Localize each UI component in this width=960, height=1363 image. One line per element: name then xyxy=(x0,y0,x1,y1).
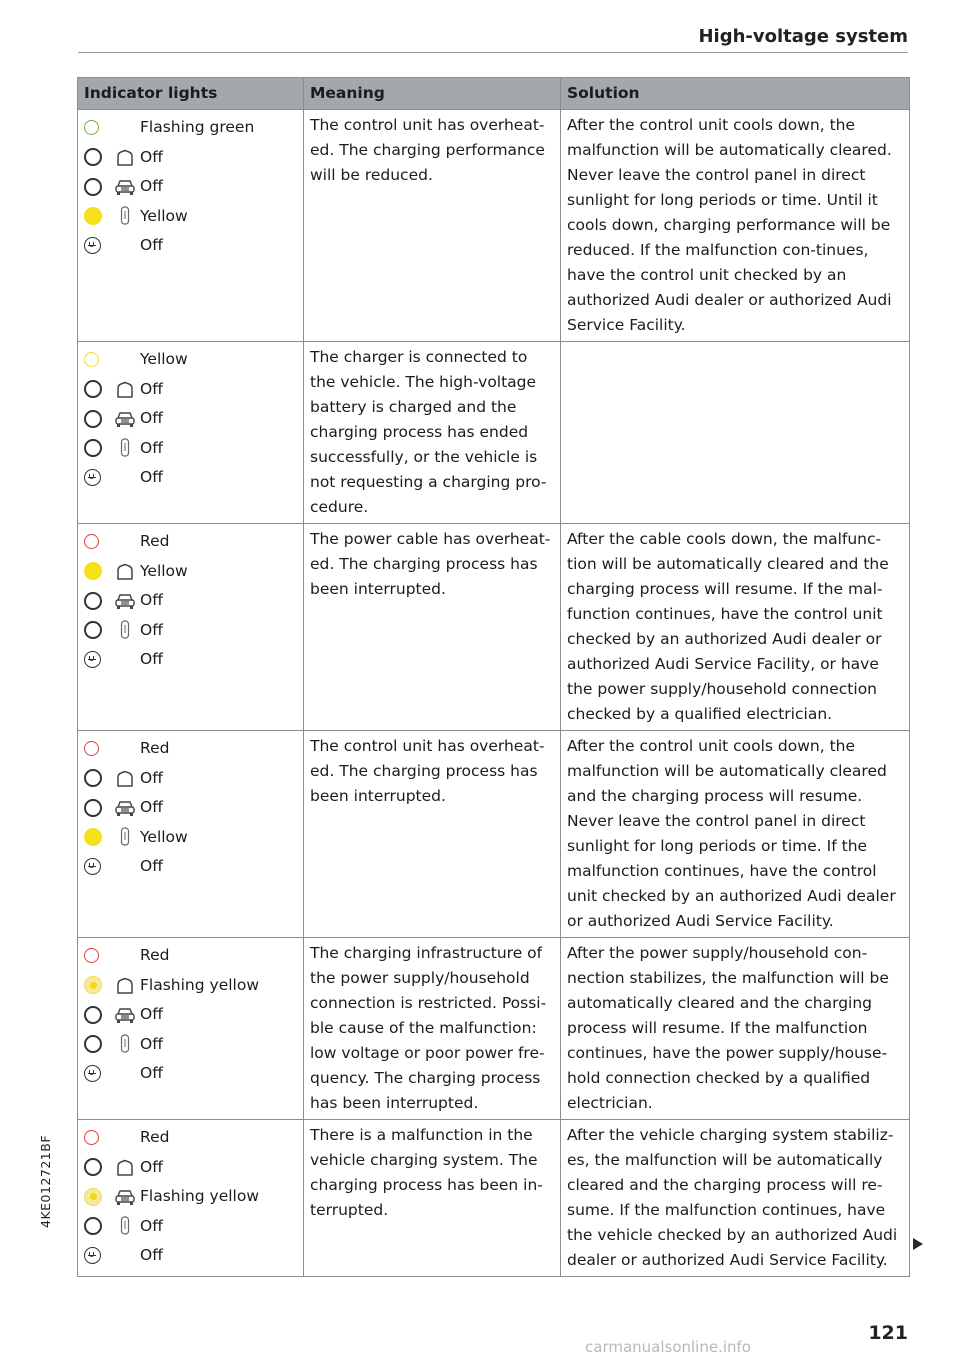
header-solution: Solution xyxy=(561,78,910,110)
icon-spacer xyxy=(110,945,140,967)
icon-spacer xyxy=(110,856,140,878)
indicator-light-item xyxy=(84,1000,299,1030)
indicator-state-label: Off xyxy=(140,768,163,787)
watermark: carmanualsonline.info xyxy=(585,1338,751,1356)
house-icon xyxy=(110,378,140,400)
power-indicator-green-icon xyxy=(84,117,110,139)
power-indicator-yellow-icon xyxy=(84,349,110,371)
table-row xyxy=(78,524,910,731)
indicator-light-item xyxy=(84,941,299,971)
continue-arrow-icon xyxy=(913,1238,923,1250)
indicator-light-item xyxy=(84,557,299,587)
table-header-row xyxy=(78,78,910,110)
solution-cell xyxy=(561,342,910,524)
meaning-cell: The charging infrastructure of the power supply/household connection is restricted. Possi-ble cause of the malfunction: low voltage or poor power fre-quency. The charging process has been interrupted. xyxy=(304,938,561,1120)
indicator-lights-cell xyxy=(78,938,304,1120)
indicator-light-item xyxy=(84,645,299,675)
icon-spacer xyxy=(110,531,140,553)
icon-spacer xyxy=(110,649,140,671)
solution-cell: After the control unit cools down, the malfunction will be automatically cleared. Never leave the control panel in direct sunlight for long periods or time. Until it cools down, charging performance will be reduced. If the malfunction con-tinues, have the control unit checked by an authorized Audi dealer or authorized Audi Service Facility. xyxy=(561,110,910,342)
meaning-cell: The charger is connected to the vehicle. The high-voltage battery is charged and the charging process has ended successfully, or the vehicle is not requesting a charging pro-cedure. xyxy=(304,342,561,524)
indicator-state-label: Flashing yellow xyxy=(140,1187,259,1206)
indicator-state-label: Off xyxy=(140,438,163,457)
plug-icon xyxy=(110,437,140,459)
indicator-state-label: Yellow xyxy=(140,827,188,846)
solution-cell: After the cable cools down, the malfunc-tion will be automatically cleared and the charging process will resume. If the mal-function continues, have the control unit checked by an authorized Audi dealer or authorized Audi Service Facility, or have the power supply/household connection checked by a qualified electrician. xyxy=(561,524,910,731)
yellow-indicator-icon xyxy=(84,826,110,848)
icon-spacer xyxy=(110,235,140,257)
off-indicator-icon xyxy=(84,1004,110,1026)
plug-icon xyxy=(110,205,140,227)
page-header xyxy=(78,22,908,53)
cable-icon xyxy=(84,1245,110,1267)
indicator-state-label: Flashing yellow xyxy=(140,975,259,994)
indicator-light-item xyxy=(84,434,299,464)
indicator-light-item xyxy=(84,734,299,764)
off-indicator-icon xyxy=(84,146,110,168)
indicator-light-item xyxy=(84,1182,299,1212)
indicator-state-label: Off xyxy=(140,620,163,639)
cable-icon xyxy=(84,649,110,671)
indicator-state-label: Red xyxy=(140,739,170,758)
indicator-light-item xyxy=(84,764,299,794)
flashing-yellow-indicator-icon xyxy=(84,974,110,996)
header-meaning: Meaning xyxy=(304,78,561,110)
solution-cell: After the vehicle charging system stabiliz-es, the malfunction will be automatically cleared and the charging process will re-sume. If the malfunction continues, have the vehicle checked by an authorized Audi dealer or authorized Audi Service Facility. xyxy=(561,1120,910,1277)
indicator-light-item xyxy=(84,1030,299,1060)
indicator-state-label: Off xyxy=(140,379,163,398)
meaning-cell: The control unit has overheat-ed. The charging process has been interrupted. xyxy=(304,731,561,938)
icon-spacer xyxy=(110,117,140,139)
indicator-state-label: Off xyxy=(140,798,163,817)
plug-icon xyxy=(110,1215,140,1237)
indicator-lights-cell xyxy=(78,524,304,731)
power-indicator-red-icon xyxy=(84,945,110,967)
indicator-state-label: Off xyxy=(140,409,163,428)
icon-spacer xyxy=(110,467,140,489)
indicator-light-item xyxy=(84,113,299,143)
off-indicator-icon xyxy=(84,619,110,641)
indicator-light-item xyxy=(84,202,299,232)
indicator-state-label: Off xyxy=(140,857,163,876)
house-icon xyxy=(110,146,140,168)
table-row xyxy=(78,110,910,342)
table-row xyxy=(78,938,910,1120)
indicator-state-label: Off xyxy=(140,1157,163,1176)
icon-spacer xyxy=(110,1063,140,1085)
indicator-light-item xyxy=(84,172,299,202)
power-indicator-red-icon xyxy=(84,1127,110,1149)
yellow-indicator-icon xyxy=(84,560,110,582)
table-row xyxy=(78,731,910,938)
indicator-state-label: Off xyxy=(140,1246,163,1265)
power-indicator-red-icon xyxy=(84,531,110,553)
indicator-state-label: Off xyxy=(140,236,163,255)
house-icon xyxy=(110,1156,140,1178)
indicator-state-label: Red xyxy=(140,1128,170,1147)
indicator-light-item xyxy=(84,616,299,646)
indicator-light-item xyxy=(84,345,299,375)
cable-icon xyxy=(84,235,110,257)
off-indicator-icon xyxy=(84,1156,110,1178)
table-row xyxy=(78,342,910,524)
indicator-light-item xyxy=(84,463,299,493)
icon-spacer xyxy=(110,349,140,371)
car-icon xyxy=(110,176,140,198)
indicator-light-item xyxy=(84,971,299,1001)
indicator-state-label: Yellow xyxy=(140,206,188,225)
car-icon xyxy=(110,797,140,819)
indicator-state-label: Off xyxy=(140,1064,163,1083)
house-icon xyxy=(110,974,140,996)
indicator-state-label: Off xyxy=(140,650,163,669)
indicator-light-item xyxy=(84,852,299,882)
off-indicator-icon xyxy=(84,176,110,198)
off-indicator-icon xyxy=(84,437,110,459)
meaning-cell: The control unit has overheat-ed. The charging performance will be reduced. xyxy=(304,110,561,342)
indicator-light-item xyxy=(84,404,299,434)
car-icon xyxy=(110,408,140,430)
cable-icon xyxy=(84,1063,110,1085)
indicator-state-label: Yellow xyxy=(140,350,188,369)
flashing-yellow-indicator-icon xyxy=(84,1186,110,1208)
cable-icon xyxy=(84,467,110,489)
icon-spacer xyxy=(110,738,140,760)
page-number: 121 xyxy=(868,1322,908,1344)
yellow-indicator-icon xyxy=(84,205,110,227)
house-icon xyxy=(110,767,140,789)
indicator-state-label: Yellow xyxy=(140,561,188,580)
off-indicator-icon xyxy=(84,1215,110,1237)
indicator-lights-cell xyxy=(78,1120,304,1277)
indicator-state-label: Off xyxy=(140,468,163,487)
indicator-light-item xyxy=(84,527,299,557)
indicator-state-label: Flashing green xyxy=(140,118,255,137)
indicator-light-item xyxy=(84,586,299,616)
indicator-light-item xyxy=(84,1212,299,1242)
indicator-state-label: Off xyxy=(140,1216,163,1235)
indicator-state-label: Off xyxy=(140,1005,163,1024)
car-icon xyxy=(110,1004,140,1026)
indicator-lights-cell xyxy=(78,110,304,342)
indicator-lights-cell xyxy=(78,731,304,938)
plug-icon xyxy=(110,619,140,641)
indicator-light-item xyxy=(84,1153,299,1183)
indicator-table xyxy=(77,77,910,1277)
icon-spacer xyxy=(110,1245,140,1267)
indicator-light-item xyxy=(84,143,299,173)
document-code: 4KE012721BF xyxy=(38,1134,53,1228)
car-icon xyxy=(110,590,140,612)
plug-icon xyxy=(110,1033,140,1055)
indicator-light-item xyxy=(84,1123,299,1153)
indicator-light-item xyxy=(84,375,299,405)
off-indicator-icon xyxy=(84,767,110,789)
indicator-light-item xyxy=(84,231,299,261)
off-indicator-icon xyxy=(84,408,110,430)
table-row xyxy=(78,1120,910,1277)
off-indicator-icon xyxy=(84,1033,110,1055)
indicator-light-item xyxy=(84,793,299,823)
indicator-lights-cell xyxy=(78,342,304,524)
plug-icon xyxy=(110,826,140,848)
indicator-state-label: Red xyxy=(140,946,170,965)
off-indicator-icon xyxy=(84,590,110,612)
indicator-light-item xyxy=(84,1059,299,1089)
off-indicator-icon xyxy=(84,378,110,400)
indicator-state-label: Off xyxy=(140,147,163,166)
icon-spacer xyxy=(110,1127,140,1149)
solution-cell: After the power supply/household con-nection stabilizes, the malfunction will be automatically cleared and the charging process will resume. If the malfunction continues, have the power supply/house-hold connection checked by a qualified electrician. xyxy=(561,938,910,1120)
car-icon xyxy=(110,1186,140,1208)
indicator-light-item xyxy=(84,1241,299,1271)
indicator-state-label: Red xyxy=(140,532,170,551)
indicator-state-label: Off xyxy=(140,591,163,610)
cable-icon xyxy=(84,856,110,878)
meaning-cell: The power cable has overheat-ed. The charging process has been interrupted. xyxy=(304,524,561,731)
page-title: High-voltage system xyxy=(698,26,908,47)
house-icon xyxy=(110,560,140,582)
header-indicator-lights: Indicator lights xyxy=(78,78,304,110)
indicator-light-item xyxy=(84,823,299,853)
meaning-cell: There is a malfunction in the vehicle charging system. The charging process has been in-terrupted. xyxy=(304,1120,561,1277)
indicator-state-label: Off xyxy=(140,177,163,196)
off-indicator-icon xyxy=(84,797,110,819)
power-indicator-red-icon xyxy=(84,738,110,760)
indicator-state-label: Off xyxy=(140,1034,163,1053)
solution-cell: After the control unit cools down, the malfunction will be automatically cleared and the charging process will resume. Never leave the control panel in direct sunlight for long periods or time. If the malfunction continues, have the control unit checked by an authorized Audi dealer or authorized Audi Service Facility. xyxy=(561,731,910,938)
